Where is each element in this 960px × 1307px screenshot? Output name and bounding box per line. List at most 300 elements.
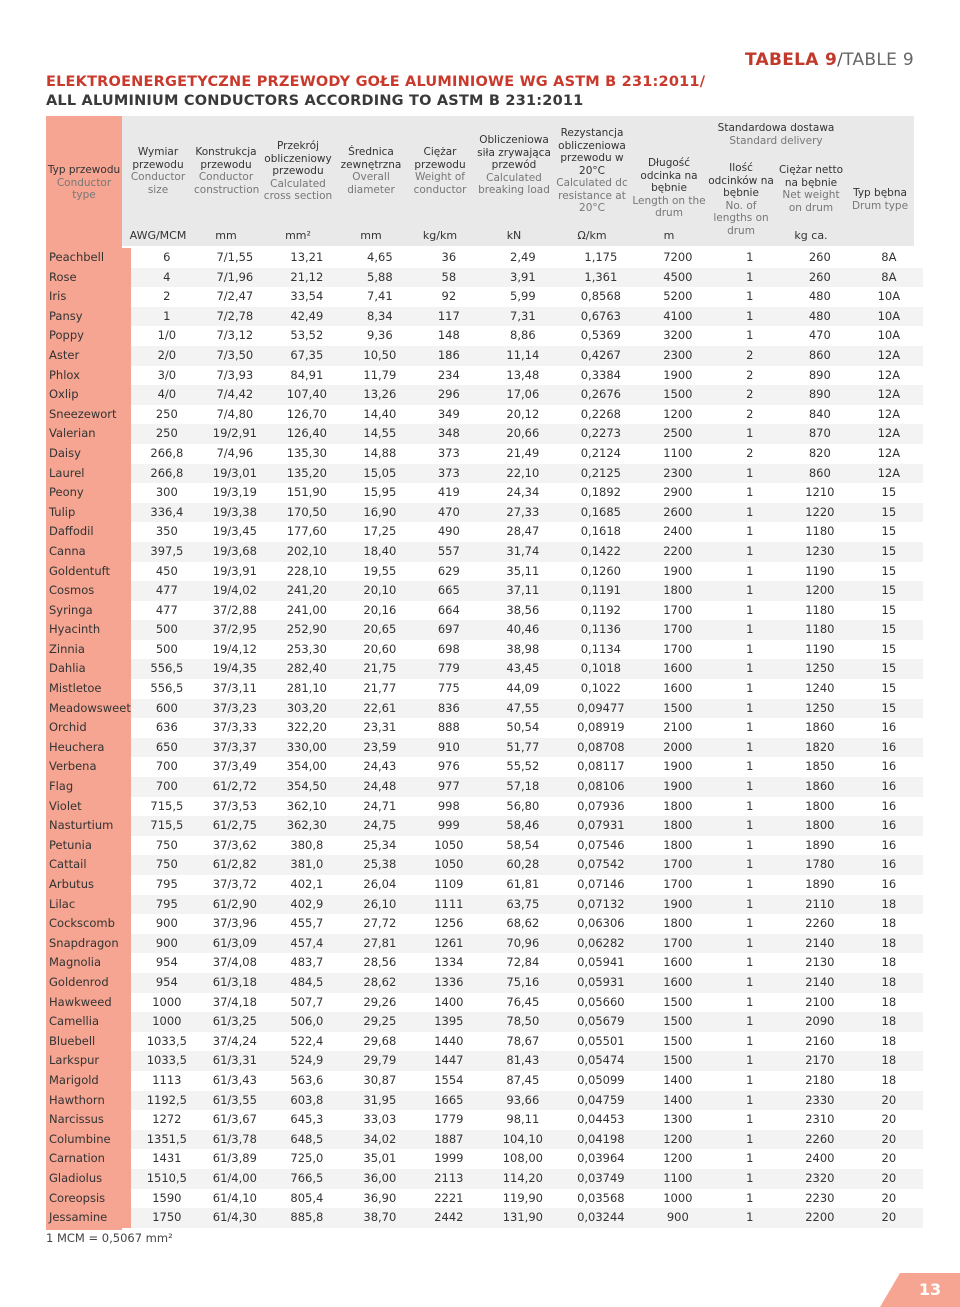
cell-resistance: 0,2268	[580, 406, 621, 421]
cell-lengths-no: 1	[715, 620, 785, 640]
cell-weight: 1779	[434, 1112, 464, 1127]
cell-diameter: 24,71	[363, 798, 397, 813]
table-number-en: TABLE 9	[843, 50, 914, 70]
cell-cross-section: 805,4	[290, 1190, 324, 1205]
cell-weight: 490	[437, 524, 460, 539]
cell-drum-type: 15	[855, 542, 923, 562]
cell-construction: 37/3,33	[212, 720, 257, 735]
cell-conductor-type: Iris	[46, 287, 131, 307]
header-breaking-load	[476, 134, 552, 197]
cell-net-weight: 870	[785, 424, 855, 444]
cell-net-weight: 2160	[805, 1033, 835, 1048]
cell-resistance: 1,361	[561, 268, 641, 288]
cell-size: 1/0	[157, 328, 177, 343]
cell-construction: 7/4,80	[216, 406, 254, 421]
cell-weight: 234	[437, 367, 460, 382]
cell-size: 500	[155, 641, 178, 656]
cell-weight: 1440	[434, 1033, 464, 1048]
cell-size: 1750	[131, 1208, 203, 1228]
cell-construction: 61/3,09	[203, 934, 267, 954]
cell-lengths-no: 1	[715, 973, 785, 993]
cell-conductor-type: Verbena	[46, 757, 131, 777]
cell-conductor-type: Valerian	[46, 424, 131, 444]
cell-diameter: 27,72	[363, 916, 397, 931]
cell-net-weight: 2110	[785, 895, 855, 915]
cell-cross-section: 126,40	[267, 424, 347, 444]
header-standard-delivery	[706, 122, 846, 147]
table-row	[46, 503, 923, 523]
cell-breaking-load: 93,66	[485, 1091, 561, 1111]
cell-diameter: 11,79	[363, 367, 397, 382]
cell-lengths-no: 1	[715, 855, 785, 875]
cell-construction: 37/3,11	[212, 681, 257, 696]
unit-weight: kg/km	[422, 229, 458, 242]
cell-conductor-type: Heuchera	[46, 738, 131, 758]
cell-diameter: 14,88	[363, 445, 397, 460]
cell-lengths-no: 1	[746, 328, 754, 343]
cell-size: 900	[131, 934, 203, 954]
cell-length: 1800	[641, 816, 715, 836]
cell-net-weight: 1820	[785, 738, 855, 758]
cell-diameter: 10,50	[347, 346, 413, 366]
cell-diameter: 26,10	[347, 895, 413, 915]
cell-resistance: 0,1018	[561, 659, 641, 679]
cell-diameter: 23,31	[363, 720, 397, 735]
cell-conductor-type: Flag	[46, 777, 131, 797]
cell-breaking-load: 20,12	[506, 406, 540, 421]
unit-diameter: mm	[360, 229, 382, 242]
cell-lengths-no: 1	[715, 816, 785, 836]
cell-cross-section: 135,30	[286, 445, 327, 460]
cell-cross-section: 126,70	[286, 406, 327, 421]
cell-lengths-no: 1	[746, 563, 754, 578]
cell-conductor-type: Daffodil	[46, 522, 131, 542]
cell-construction: 61/4,30	[203, 1208, 267, 1228]
header-type-en: Conductor type	[56, 176, 112, 201]
cell-conductor-type: Dahlia	[46, 659, 131, 679]
cell-diameter: 5,88	[347, 268, 413, 288]
cell-length: 3200	[663, 328, 693, 343]
cell-weight: 1334	[434, 955, 464, 970]
cell-weight: 92	[441, 289, 457, 304]
cell-cross-section: 362,30	[267, 816, 347, 836]
cell-conductor-type: Lilac	[46, 895, 131, 915]
cell-diameter: 33,03	[363, 1112, 397, 1127]
cell-size: 715,5	[131, 816, 203, 836]
cell-construction: 61/3,43	[212, 1072, 257, 1087]
cell-resistance: 0,07931	[561, 816, 641, 836]
cell-breaking-load: 24,34	[506, 485, 540, 500]
cell-lengths-no: 1	[715, 1091, 785, 1111]
cell-length: 1500	[641, 385, 715, 405]
header-drum-type-pl: Typ bębna	[853, 187, 907, 199]
table-row	[46, 424, 923, 444]
cell-lengths-no: 1	[746, 250, 754, 264]
table-row	[46, 953, 923, 973]
header-construction-en: Conductor construction	[194, 171, 260, 196]
cell-resistance: 0,1260	[580, 563, 621, 578]
cell-cross-section: 33,54	[290, 289, 324, 304]
cell-length: 1700	[663, 877, 693, 891]
cell-length: 7200	[663, 250, 693, 264]
cell-length: 1900	[663, 759, 693, 774]
cell-weight: 998	[437, 798, 460, 813]
cell-drum-type: 18	[855, 973, 923, 993]
cell-weight: 1050	[434, 837, 464, 852]
cell-weight: 419	[437, 485, 460, 500]
cell-lengths-no: 1	[746, 837, 754, 852]
cell-weight: 976	[437, 759, 460, 774]
cell-resistance: 0,07542	[561, 855, 641, 875]
cell-size: 1000	[131, 1012, 203, 1032]
cell-conductor-type: Marigold	[46, 1071, 131, 1091]
cell-drum-type: 8A	[855, 268, 923, 288]
cell-drum-type: 15	[855, 503, 923, 523]
cell-cross-section: 281,10	[286, 681, 327, 696]
cell-resistance: 0,06282	[561, 934, 641, 954]
cell-weight: 1395	[413, 1012, 485, 1032]
cell-size: 954	[155, 955, 178, 970]
cell-net-weight: 1190	[805, 563, 835, 578]
cell-diameter: 27,81	[347, 934, 413, 954]
unit-construction: mm	[215, 229, 237, 242]
cell-drum-type: 16	[881, 837, 897, 852]
page-title-en: ALL ALUMINIUM CONDUCTORS ACCORDING TO ASTM B 231:2011	[46, 93, 584, 109]
cell-length: 1300	[663, 1112, 693, 1127]
cell-size: 750	[155, 837, 178, 852]
table-row	[46, 522, 923, 542]
cell-construction: 61/3,89	[212, 1151, 257, 1166]
cell-lengths-no: 1	[746, 1151, 754, 1166]
table-row	[46, 1130, 923, 1150]
unit-size: AWG/MCM	[129, 229, 187, 242]
cell-breaking-load: 11,14	[485, 346, 561, 366]
cell-breaking-load: 43,45	[485, 659, 561, 679]
cell-construction: 61/2,72	[203, 777, 267, 797]
cell-drum-type: 15	[855, 620, 923, 640]
cell-net-weight: 470	[808, 328, 831, 343]
conductor-table	[46, 248, 923, 1228]
cell-breaking-load: 38,98	[506, 641, 540, 656]
cell-diameter: 4,65	[367, 250, 393, 264]
cell-weight: 1109	[434, 877, 464, 891]
cell-weight: 36	[441, 250, 457, 264]
cell-breaking-load: 78,50	[485, 1012, 561, 1032]
cell-diameter: 18,40	[347, 542, 413, 562]
header-resistance-pl: Rezystancja obliczeniowa przewodu w 20°C	[558, 127, 626, 177]
cell-resistance: 1,175	[584, 250, 618, 264]
cell-drum-type: 18	[855, 1051, 923, 1071]
cell-weight: 836	[413, 699, 485, 719]
table-row	[46, 816, 923, 836]
cell-size: 6	[163, 250, 171, 264]
cell-size: 500	[131, 620, 203, 640]
table-row	[46, 620, 923, 640]
cell-lengths-no: 1	[746, 289, 754, 304]
cell-weight: 1050	[413, 855, 485, 875]
cell-diameter: 20,16	[363, 602, 397, 617]
cell-resistance: 0,03964	[577, 1151, 625, 1166]
cell-length: 1100	[663, 445, 693, 460]
cell-weight: 557	[413, 542, 485, 562]
cell-diameter: 22,61	[347, 699, 413, 719]
cell-net-weight: 260	[808, 250, 831, 264]
cell-size: 300	[155, 485, 178, 500]
cell-drum-type: 18	[855, 895, 923, 915]
unit-resistance: Ω/km	[577, 229, 607, 242]
cell-drum-type: 16	[855, 855, 923, 875]
cell-size: 4	[131, 268, 203, 288]
cell-size: 336,4	[131, 503, 203, 523]
cell-net-weight: 820	[808, 445, 831, 460]
table-number-pl: TABELA 9	[744, 50, 838, 70]
cell-drum-type: 16	[881, 759, 897, 774]
cell-drum-type: 15	[881, 563, 897, 578]
cell-size: 1113	[152, 1072, 182, 1087]
cell-net-weight: 1250	[785, 699, 855, 719]
cell-net-weight: 860	[785, 346, 855, 366]
cell-conductor-type: Hawkweed	[46, 993, 131, 1013]
cell-cross-section: 135,20	[267, 464, 347, 484]
cell-lengths-no: 1	[746, 524, 754, 539]
cell-breaking-load: 21,49	[506, 445, 540, 460]
cell-length: 2400	[663, 524, 693, 539]
cell-drum-type: 15	[881, 602, 897, 617]
cell-drum-type: 18	[855, 934, 923, 954]
cell-lengths-no: 1	[746, 798, 754, 813]
cell-resistance: 0,1134	[580, 641, 621, 656]
cell-net-weight: 480	[785, 307, 855, 327]
cell-net-weight: 840	[808, 406, 831, 421]
cell-cross-section: 766,5	[267, 1169, 347, 1189]
header-diameter	[338, 146, 404, 196]
cell-length: 1700	[663, 641, 693, 656]
cell-drum-type: 10A	[877, 289, 901, 304]
cell-weight: 148	[437, 328, 460, 343]
table-row	[46, 757, 923, 777]
cell-construction: 61/3,67	[212, 1112, 257, 1127]
cell-conductor-type: Zinnia	[46, 640, 131, 660]
cell-construction: 61/2,90	[203, 895, 267, 915]
table-row	[46, 836, 923, 856]
cell-conductor-type: Canna	[46, 542, 131, 562]
table-row	[46, 679, 923, 699]
cell-construction: 7/1,55	[216, 250, 254, 264]
cell-lengths-no: 1	[715, 464, 785, 484]
cell-conductor-type: Jessamine	[46, 1208, 131, 1228]
table-row	[46, 307, 923, 327]
cell-conductor-type: Cattail	[46, 855, 131, 875]
cell-lengths-no: 1	[746, 1190, 754, 1205]
cell-weight: 1256	[434, 916, 464, 931]
table-row	[46, 718, 923, 738]
cell-diameter: 15,95	[363, 485, 397, 500]
cell-cross-section: 457,4	[267, 934, 347, 954]
cell-cross-section: 21,12	[267, 268, 347, 288]
cell-drum-type: 15	[855, 581, 923, 601]
cell-lengths-no: 2	[746, 367, 754, 382]
cell-breaking-load: 61,81	[506, 877, 540, 891]
cell-weight: 2113	[413, 1169, 485, 1189]
cell-conductor-type: Pansy	[46, 307, 131, 327]
cell-size: 556,5	[131, 659, 203, 679]
cell-resistance: 0,07132	[561, 895, 641, 915]
cell-conductor-type: Carnation	[46, 1149, 131, 1169]
table-number	[745, 50, 914, 70]
cell-net-weight: 2090	[785, 1012, 855, 1032]
cell-size: 600	[131, 699, 203, 719]
cell-breaking-load: 70,96	[485, 934, 561, 954]
header-lengths-no-en: No. of lengths on drum	[713, 199, 769, 237]
cell-weight: 779	[413, 659, 485, 679]
cell-construction: 37/3,96	[212, 916, 257, 931]
header-construction	[194, 146, 258, 196]
cell-resistance: 0,2124	[580, 445, 621, 460]
cell-length: 900	[641, 1208, 715, 1228]
cell-construction: 19/4,12	[212, 641, 257, 656]
unit-length: m	[663, 229, 675, 242]
cell-resistance: 0,5369	[580, 328, 621, 343]
cell-length: 2300	[641, 346, 715, 366]
cell-weight: 1447	[413, 1051, 485, 1071]
unit-cross-section: mm²	[285, 229, 311, 242]
cell-construction: 19/3,91	[212, 563, 257, 578]
cell-net-weight: 1190	[805, 641, 835, 656]
cell-lengths-no: 2	[746, 445, 754, 460]
cell-diameter: 14,40	[363, 406, 397, 421]
cell-cross-section: 563,6	[290, 1072, 324, 1087]
cell-length: 1700	[641, 855, 715, 875]
cell-breaking-load: 75,16	[485, 973, 561, 993]
cell-size: 1033,5	[146, 1033, 187, 1048]
header-lengths-no-pl: Ilość odcinków na bębnie	[708, 162, 774, 199]
header-net-weight-pl: Ciężar netto na bębnie	[778, 164, 844, 189]
cell-resistance: 0,1422	[561, 542, 641, 562]
cell-breaking-load: 114,20	[485, 1169, 561, 1189]
cell-lengths-no: 1	[746, 602, 754, 617]
cell-conductor-type: Peachbell	[46, 248, 131, 268]
cell-breaking-load: 104,10	[485, 1130, 561, 1150]
header-drum-type	[846, 187, 914, 212]
cell-length: 1900	[663, 563, 693, 578]
cell-construction: 61/3,78	[203, 1130, 267, 1150]
cell-diameter: 25,38	[347, 855, 413, 875]
conductor-table-body	[46, 248, 923, 1228]
cell-construction: 19/4,02	[203, 581, 267, 601]
cell-construction: 37/4,08	[212, 955, 257, 970]
header-delivery-en: Standard delivery	[729, 134, 823, 147]
cell-drum-type: 15	[881, 485, 897, 500]
table-row	[46, 993, 923, 1013]
table-row	[46, 385, 923, 405]
cell-breaking-load: 57,18	[485, 777, 561, 797]
cell-breaking-load: 28,47	[506, 524, 540, 539]
cell-resistance: 0,1892	[580, 485, 621, 500]
cell-net-weight: 2330	[785, 1091, 855, 1111]
header-length	[632, 157, 706, 220]
cell-breaking-load: 87,45	[506, 1072, 540, 1087]
cell-size: 397,5	[131, 542, 203, 562]
table-row	[46, 914, 923, 934]
cell-breaking-load: 5,99	[510, 289, 536, 304]
table-row	[46, 464, 923, 484]
cell-breaking-load: 55,52	[506, 759, 540, 774]
cell-weight: 1887	[413, 1130, 485, 1150]
cell-size: 1033,5	[131, 1051, 203, 1071]
cell-resistance: 0,04453	[577, 1112, 625, 1127]
cell-lengths-no: 1	[746, 916, 754, 931]
cell-length: 1500	[641, 699, 715, 719]
cell-cross-section: 252,90	[267, 620, 347, 640]
cell-diameter: 20,65	[347, 620, 413, 640]
cell-size: 350	[155, 524, 178, 539]
cell-breaking-load: 63,75	[485, 895, 561, 915]
cell-construction: 19/3,38	[203, 503, 267, 523]
table-row	[46, 1071, 923, 1091]
cell-lengths-no: 1	[746, 641, 754, 656]
cell-breaking-load: 35,11	[506, 563, 540, 578]
cell-length: 1700	[641, 934, 715, 954]
cell-drum-type: 18	[881, 916, 897, 931]
cell-cross-section: 202,10	[267, 542, 347, 562]
cell-lengths-no: 1	[715, 542, 785, 562]
table-number-slash: /	[837, 50, 844, 70]
cell-cross-section: 484,5	[267, 973, 347, 993]
cell-cross-section: 177,60	[286, 524, 327, 539]
cell-net-weight: 1200	[785, 581, 855, 601]
cell-cross-section: 483,7	[290, 955, 324, 970]
cell-resistance: 0,1618	[580, 524, 621, 539]
cell-net-weight: 2170	[785, 1051, 855, 1071]
cell-length: 1900	[641, 895, 715, 915]
cell-net-weight: 890	[785, 385, 855, 405]
cell-size: 715,5	[150, 798, 184, 813]
footnote: 1 MCM = 0,5067 mm²	[46, 1231, 173, 1245]
header-length-en: Length on the drum	[632, 194, 706, 219]
cell-conductor-type: Cosmos	[46, 581, 131, 601]
cell-diameter: 7,41	[367, 289, 393, 304]
cell-diameter: 34,02	[347, 1130, 413, 1150]
cell-net-weight: 2260	[805, 916, 835, 931]
cell-diameter: 28,62	[347, 973, 413, 993]
cell-cross-section: 402,9	[267, 895, 347, 915]
cell-drum-type: 10A	[877, 328, 901, 343]
cell-cross-section: 645,3	[290, 1112, 324, 1127]
cell-resistance: 0,2676	[561, 385, 641, 405]
cell-breaking-load: 68,62	[506, 916, 540, 931]
cell-drum-type: 18	[881, 1072, 897, 1087]
cell-length: 1500	[641, 1051, 715, 1071]
cell-length: 1400	[641, 1091, 715, 1111]
cell-diameter: 21,77	[363, 681, 397, 696]
cell-conductor-type: Gladiolus	[46, 1169, 131, 1189]
cell-construction: 37/2,88	[212, 602, 257, 617]
table-row	[46, 483, 923, 503]
cell-resistance: 0,05679	[561, 1012, 641, 1032]
cell-diameter: 24,43	[363, 759, 397, 774]
cell-size: 266,8	[150, 445, 184, 460]
cell-size: 1000	[152, 994, 182, 1009]
cell-diameter: 24,75	[347, 816, 413, 836]
cell-lengths-no: 1	[715, 659, 785, 679]
cell-weight: 186	[413, 346, 485, 366]
cell-construction: 61/4,10	[212, 1190, 257, 1205]
cell-lengths-no: 1	[715, 581, 785, 601]
cell-construction: 37/3,49	[212, 759, 257, 774]
cell-lengths-no: 1	[715, 1169, 785, 1189]
cell-diameter: 28,56	[363, 955, 397, 970]
cell-length: 4100	[641, 307, 715, 327]
